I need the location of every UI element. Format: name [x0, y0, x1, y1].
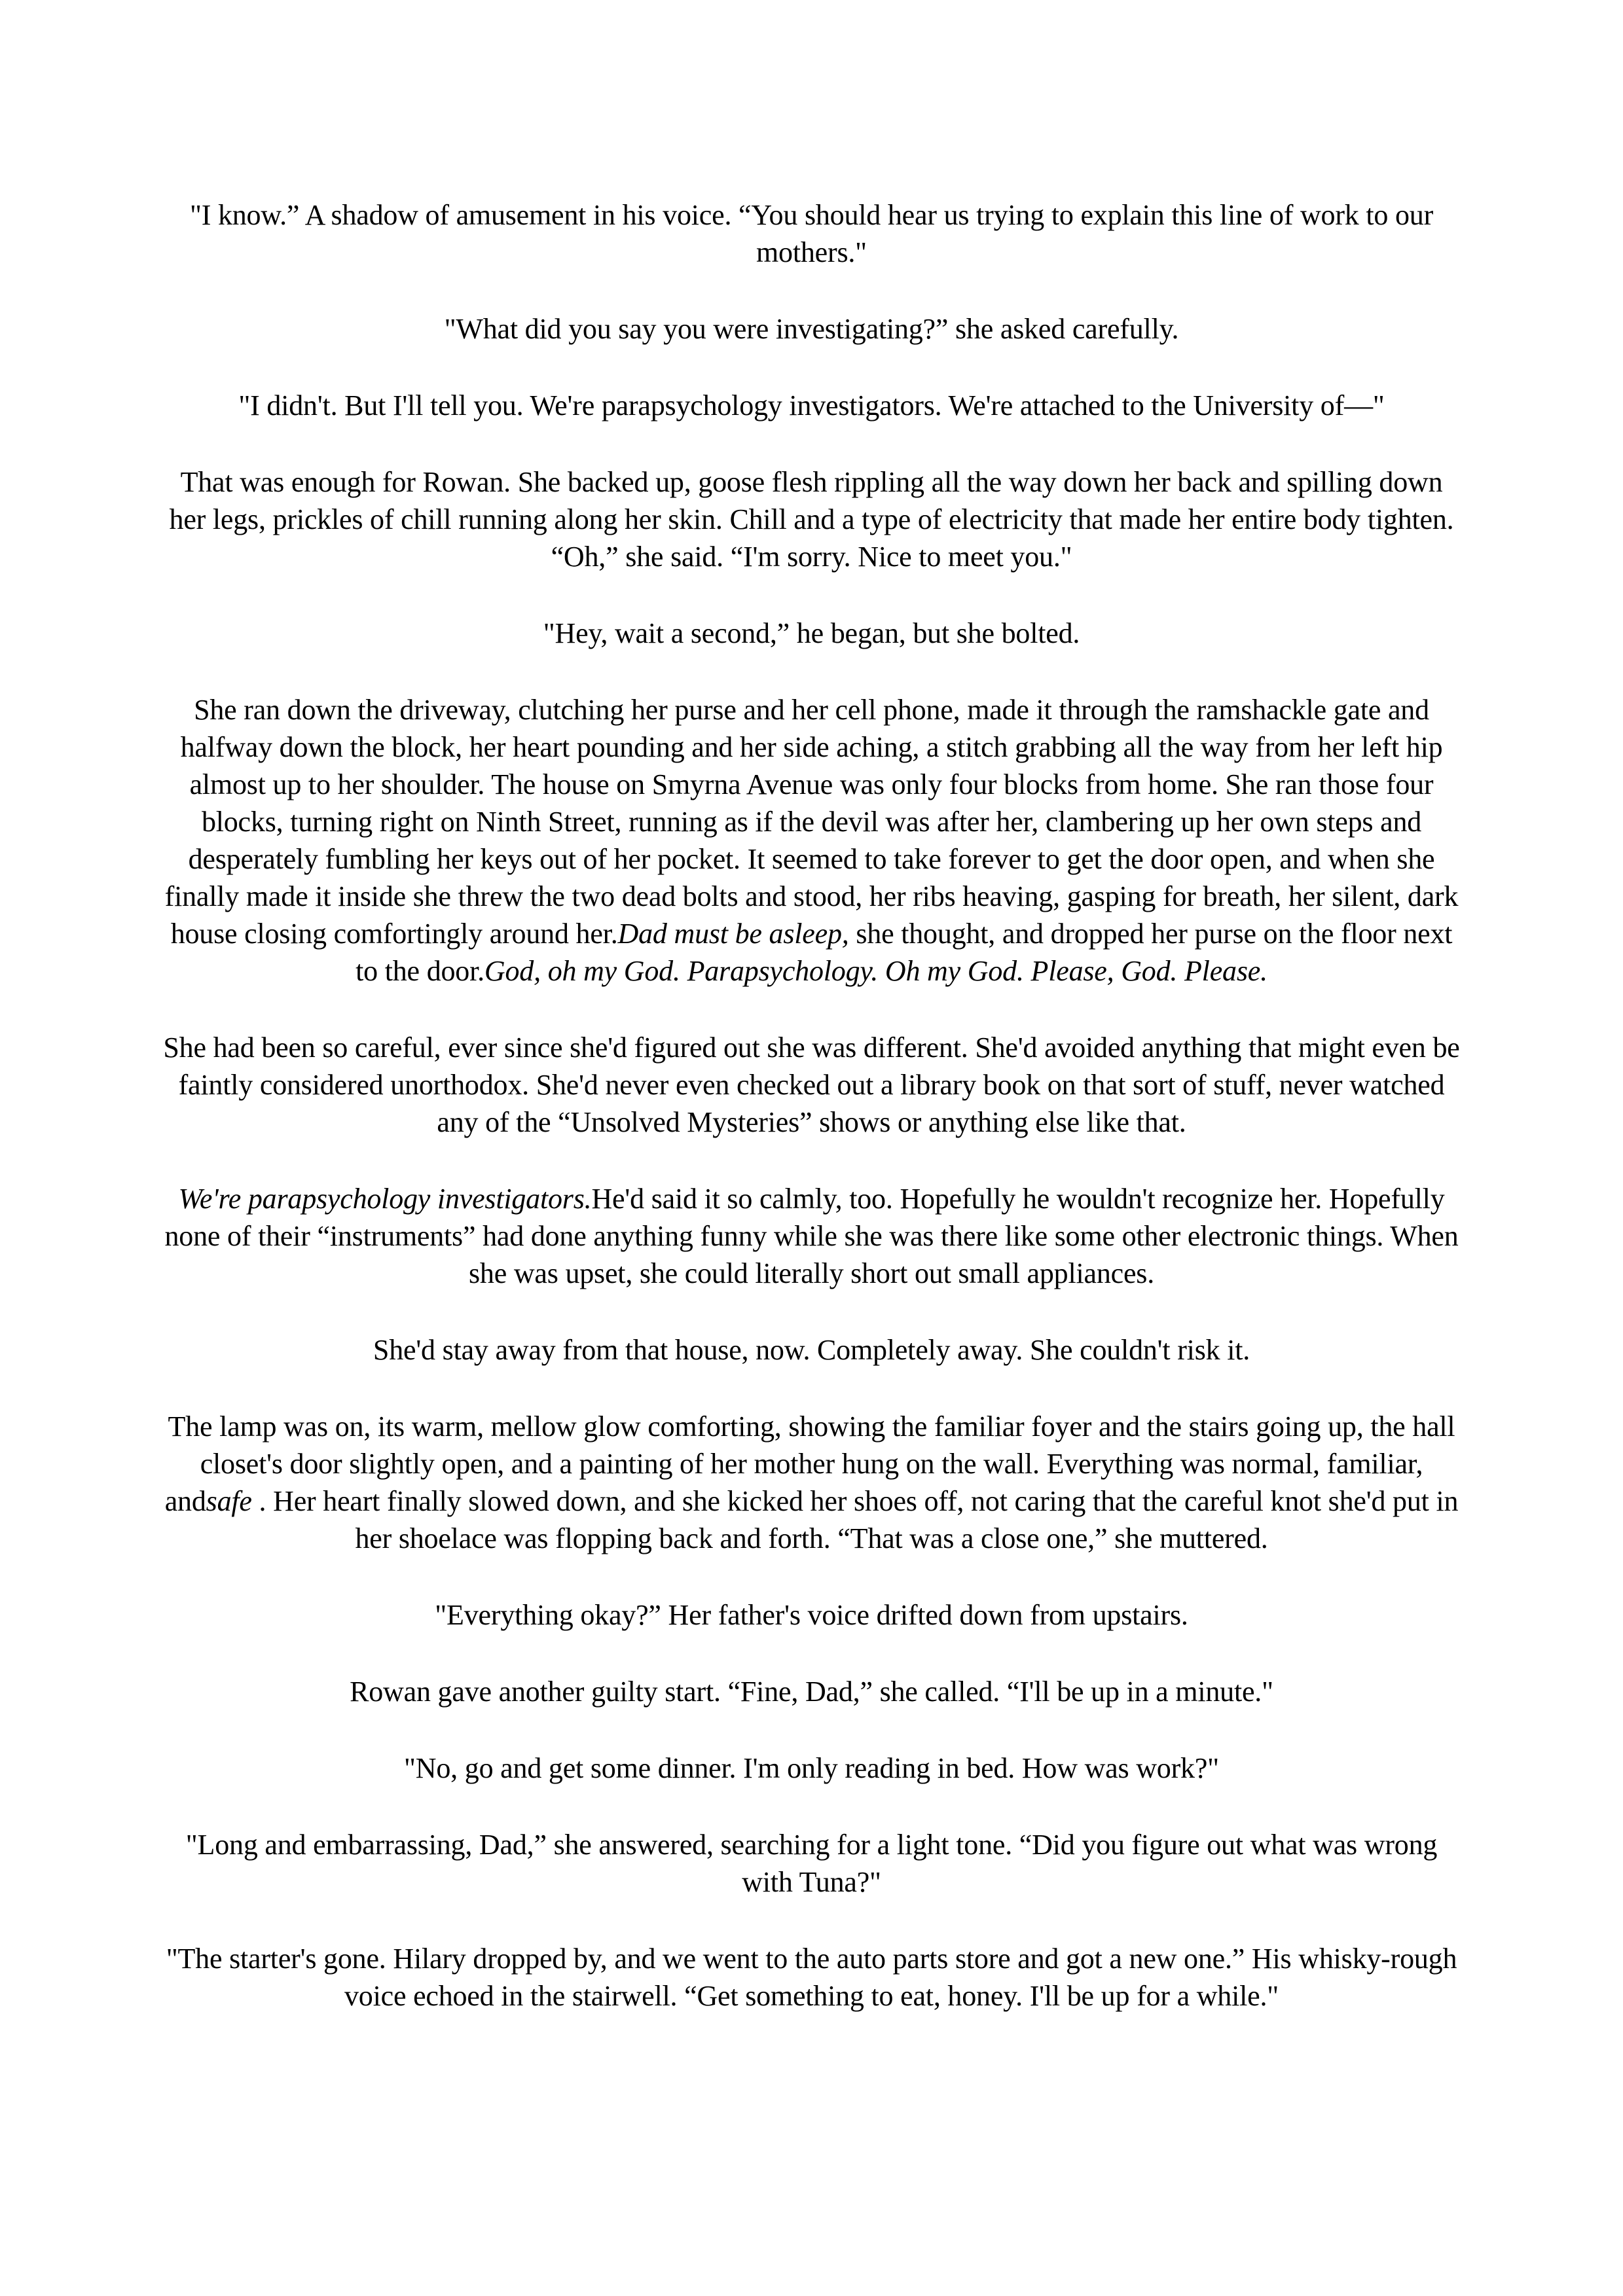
paragraph [162, 615, 1461, 652]
text-segment: She ran down the driveway, clutching her purse and her cell phone, made it through the ramshackle gate and halfway down the block, her heart pounding and her side aching, a stitch grabbing all the way from her left hip almost up to her shoulder. The house on Smyrna Avenue was only four blocks from home. She ran those four blocks, turning right on Ninth Street, running as if the devil was after her, clambering up her own steps and desperately fumbling her keys out of her pocket. It seemed to take forever to get the door open, and when she finally made it inside she threw the two dead bolts and stood, her ribs heaving, gasping for breath, her silent, dark house closing comfortingly around her. [164, 694, 1459, 950]
text-segment: God, oh my God. Parapsychology. Oh my God. Please, God. Please. [484, 955, 1267, 987]
text-segment: She'd stay away from that house, now. Completely away. She couldn't risk it. [373, 1334, 1250, 1366]
paragraph [162, 1673, 1461, 1710]
paragraph [162, 1029, 1461, 1141]
paragraph [162, 1940, 1461, 2015]
paragraph [162, 310, 1461, 348]
text-segment: "Hey, wait a second,” he began, but she bolted. [543, 617, 1080, 649]
paragraph [162, 387, 1461, 424]
paragraph [162, 1749, 1461, 1787]
text-segment: "What did you say you were investigating?” she asked carefully. [444, 313, 1179, 345]
text-segment: "I didn't. But I'll tell you. We're parapsychology investigators. We're attached to the University of—" [238, 389, 1385, 422]
text-segment: "Everything okay?” Her father's voice drifted down from upstairs. [435, 1599, 1188, 1631]
text-segment: He'd said it so calmly, too. Hopefully he wouldn't recognize her. Hopefully none of their “instruments” had done anything funny while she was there like some other electronic things. When she was upset, she could literally short out small appliances. [164, 1183, 1459, 1289]
page-text [162, 196, 1461, 2015]
paragraph [162, 463, 1461, 575]
text-segment: Rowan gave another guilty start. “Fine, Dad,” she called. “I'll be up in a minute." [350, 1676, 1273, 1708]
text-segment: She had been so careful, ever since she'd figured out she was different. She'd avoided anything that might even be faintly considered unorthodox. She'd never even checked out a library book on that sort of stuff, never watched any of the “Unsolved Mysteries” shows or anything else like that. [163, 1031, 1460, 1138]
text-segment: Dad must be asleep, [617, 918, 849, 950]
text-segment: safe [206, 1485, 252, 1517]
paragraph [162, 1331, 1461, 1369]
text-segment: "Long and embarrassing, Dad,” she answered, searching for a light tone. “Did you figure out what was wrong with Tuna?" [185, 1829, 1438, 1898]
text-segment: The lamp was on, its warm, mellow glow comforting, showing the familiar foyer and the stairs going up, the hall closet's door slightly open, and a painting of her mother hung on the wall. Everything was normal, familiar, and [164, 1410, 1455, 1517]
paragraph [162, 1408, 1461, 1557]
text-segment: she thought, and dropped her purse on the floor next to the door. [356, 918, 1453, 987]
text-segment: We're parapsychology investigators. [178, 1183, 592, 1215]
paragraph [162, 691, 1461, 990]
paragraph [162, 1180, 1461, 1292]
paragraph [162, 1826, 1461, 1901]
paragraph [162, 196, 1461, 271]
text-segment: "The starter's gone. Hilary dropped by, and we went to the auto parts store and got a new one.” His whisky-rough voice echoed in the stairwell. “Get something to eat, honey. I'll be up for a while." [166, 1943, 1457, 2012]
paragraph [162, 1596, 1461, 1634]
text-segment: "I know.” A shadow of amusement in his voice. “You should hear us trying to explain this line of work to our mothers." [189, 199, 1434, 268]
text-segment: . Her heart finally slowed down, and she kicked her shoes off, not caring that the careful knot she'd put in her shoelace was flopping back and forth. “That was a close one,” she muttered. [251, 1485, 1459, 1554]
text-segment: "No, go and get some dinner. I'm only reading in bed. How was work?" [404, 1752, 1219, 1784]
text-segment: That was enough for Rowan. She backed up, goose flesh rippling all the way down her back and spilling down her legs, prickles of chill running along her skin. Chill and a type of electricity that made her entire body tighten. “Oh,” she said. “I'm sorry. Nice to meet you." [169, 466, 1454, 573]
